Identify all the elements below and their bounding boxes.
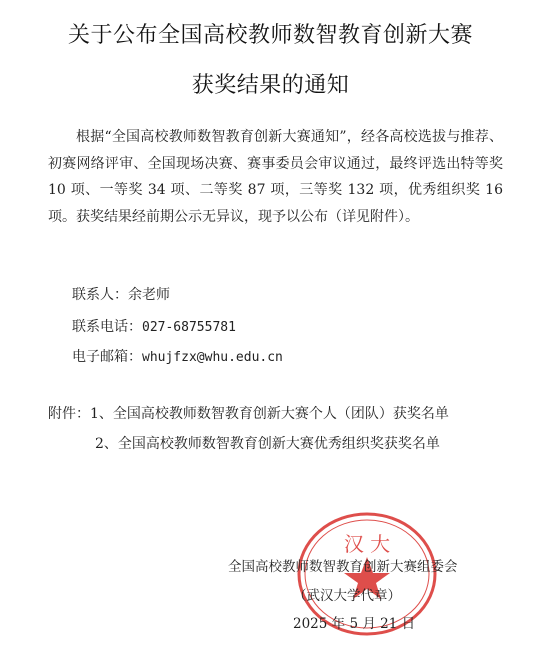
seal-text: 汉 大	[343, 532, 391, 556]
notice-title-line1: 关于公布全国高校教师数智教育创新大赛	[67, 23, 473, 48]
contact-email	[72, 346, 283, 366]
notice-title-line2: 获奖结果的通知	[191, 73, 350, 98]
contact-phone-label: 联系电话：	[72, 319, 142, 335]
contact-person	[72, 284, 170, 304]
attachment-item-2: 2、全国高校教师数智教育创新大赛优秀组织奖获奖名单	[95, 436, 440, 452]
contact-phone	[72, 316, 236, 336]
contact-phone-value: 027-68755781	[142, 320, 236, 335]
contact-person-label: 联系人：	[72, 287, 128, 303]
signature-organization: 全国高校教师数智教育创新大赛组委会	[228, 559, 458, 575]
contact-email-link[interactable]: whujfzx@whu.edu.cn	[142, 350, 283, 365]
contact-person-value: 余老师	[128, 287, 170, 303]
signature-date: 2025 年 5 月 21 日	[293, 616, 416, 632]
contact-email-label: 电子邮箱：	[72, 349, 142, 365]
attachment-item-1: 附件：1、全国高校教师数智教育创新大赛个人（团队）获奖名单	[48, 406, 449, 422]
signature-stamp-note: （武汉大学代章）	[293, 588, 401, 604]
notice-body-paragraph: 根据“全国高校教师数智教育创新大赛通知”，经各高校选拔与推荐、初赛网络评审、全国现场决赛、赛事委员会审议通过，最终评选出特等奖 10 项、一等奖 34 项、二等奖 87 项，三等奖 132 项，优秀组织奖 16 项。获奖结果经前期公示无异议，现予以公布（详见附件）。	[48, 129, 503, 225]
